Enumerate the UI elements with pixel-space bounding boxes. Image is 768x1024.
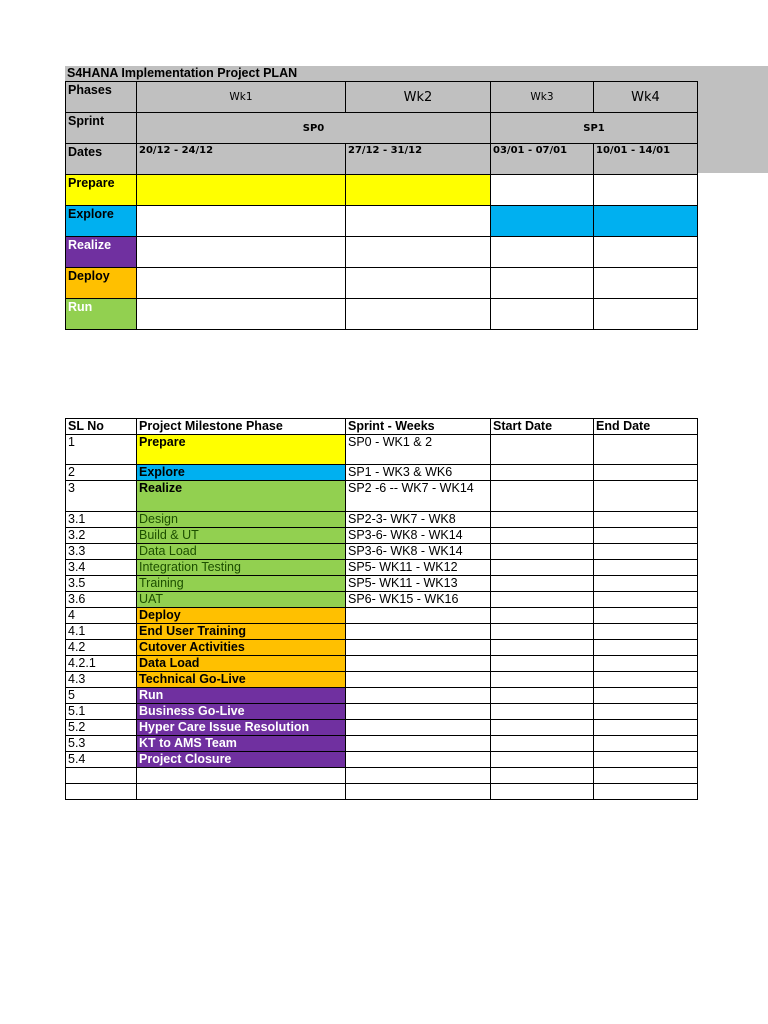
start-date-cell [491, 592, 594, 608]
column-header-sprint-weeks: Sprint - Weeks [346, 419, 491, 435]
column-header-sl-no: SL No [66, 419, 137, 435]
sl-no-cell: 5.3 [66, 736, 137, 752]
phase-label-realize: Realize [66, 237, 137, 268]
phase-label-run: Run [66, 299, 137, 330]
milestone-phase-cell: KT to AMS Team [137, 736, 346, 752]
column-header-end-date: End Date [594, 419, 698, 435]
sprint-weeks-cell [346, 672, 491, 688]
plan-row-dates [66, 144, 698, 175]
sprint-weeks-cell [346, 704, 491, 720]
sl-no-cell: 3.1 [66, 512, 137, 528]
gantt-cell-explore-wk4 [594, 206, 698, 237]
sl-no-cell: 2 [66, 465, 137, 481]
end-date-cell [594, 704, 698, 720]
table-row [66, 528, 698, 544]
end-date-cell [594, 528, 698, 544]
sprint-weeks-cell [346, 720, 491, 736]
gantt-cell-realize-wk3 [491, 237, 594, 268]
end-date-cell [594, 512, 698, 528]
table-row [66, 465, 698, 481]
milestone-phase-cell: Prepare [137, 435, 346, 465]
milestone-phase-cell: Build & UT [137, 528, 346, 544]
table-row [66, 688, 698, 704]
start-date-cell [491, 752, 594, 768]
end-date-cell [594, 576, 698, 592]
date-range-4: 10/01 - 14/01 [594, 144, 698, 175]
end-date-cell [594, 640, 698, 656]
gantt-cell-prepare-wk2 [346, 175, 491, 206]
row-label-dates: Dates [66, 144, 137, 175]
table-row [66, 704, 698, 720]
sprint-weeks-cell [346, 784, 491, 800]
milestone-phase-cell: End User Training [137, 624, 346, 640]
plan-row-phases [66, 82, 698, 113]
sl-no-cell [66, 784, 137, 800]
table-row [66, 736, 698, 752]
table-row [66, 608, 698, 624]
start-date-cell [491, 512, 594, 528]
gantt-cell-run-wk4 [594, 299, 698, 330]
milestone-header-row [66, 419, 698, 435]
row-label-phases: Phases [66, 82, 137, 113]
milestone-phase-cell: Training [137, 576, 346, 592]
sl-no-cell: 4.2 [66, 640, 137, 656]
start-date-cell [491, 544, 594, 560]
start-date-cell [491, 656, 594, 672]
sprint-header-sp1: SP1 [491, 113, 698, 144]
sl-no-cell: 3.4 [66, 560, 137, 576]
plan-row-sprint [66, 113, 698, 144]
sl-no-cell: 3.3 [66, 544, 137, 560]
table-row [66, 435, 698, 465]
start-date-cell [491, 784, 594, 800]
end-date-cell [594, 720, 698, 736]
end-date-cell [594, 624, 698, 640]
column-header-phase: Project Milestone Phase [137, 419, 346, 435]
column-header-start-date: Start Date [491, 419, 594, 435]
project-plan-grid [65, 81, 698, 330]
milestone-phase-cell: UAT [137, 592, 346, 608]
start-date-cell [491, 576, 594, 592]
table-row [66, 512, 698, 528]
milestone-table [65, 418, 698, 800]
milestone-phase-cell: Data Load [137, 544, 346, 560]
start-date-cell [491, 560, 594, 576]
end-date-cell [594, 688, 698, 704]
gantt-cell-run-wk2 [346, 299, 491, 330]
table-row [66, 544, 698, 560]
table-row [66, 640, 698, 656]
sl-no-cell: 4.1 [66, 624, 137, 640]
milestone-phase-cell: Design [137, 512, 346, 528]
milestone-phase-cell [137, 784, 346, 800]
gantt-cell-explore-wk2 [346, 206, 491, 237]
week-header-1: Wk1 [137, 82, 346, 113]
table-row [66, 481, 698, 512]
end-date-cell [594, 592, 698, 608]
table-row [66, 624, 698, 640]
gantt-cell-realize-wk1 [137, 237, 346, 268]
sl-no-cell: 3.6 [66, 592, 137, 608]
table-row [66, 656, 698, 672]
week-header-4: Wk4 [594, 82, 698, 113]
plan-row-explore [66, 206, 698, 237]
sprint-weeks-cell [346, 768, 491, 784]
date-range-3: 03/01 - 07/01 [491, 144, 594, 175]
gantt-cell-deploy-wk4 [594, 268, 698, 299]
milestone-phase-cell: Realize [137, 481, 346, 512]
milestone-phase-cell: Cutover Activities [137, 640, 346, 656]
start-date-cell [491, 640, 594, 656]
sl-no-cell: 5.4 [66, 752, 137, 768]
sl-no-cell: 3.2 [66, 528, 137, 544]
start-date-cell [491, 736, 594, 752]
sprint-weeks-cell [346, 752, 491, 768]
end-date-cell [594, 752, 698, 768]
gantt-cell-run-wk3 [491, 299, 594, 330]
sl-no-cell: 4.3 [66, 672, 137, 688]
gantt-cell-run-wk1 [137, 299, 346, 330]
gantt-cell-prepare-wk3 [491, 175, 594, 206]
milestone-phase-cell: Run [137, 688, 346, 704]
plan-row-run [66, 299, 698, 330]
table-row [66, 720, 698, 736]
start-date-cell [491, 768, 594, 784]
start-date-cell [491, 435, 594, 465]
gantt-cell-realize-wk2 [346, 237, 491, 268]
sprint-weeks-cell: SP2 -6 -- WK7 - WK14 [346, 481, 491, 512]
sprint-weeks-cell: SP5- WK11 - WK12 [346, 560, 491, 576]
gantt-cell-deploy-wk2 [346, 268, 491, 299]
gantt-cell-prepare-wk1 [137, 175, 346, 206]
sl-no-cell: 3.5 [66, 576, 137, 592]
end-date-cell [594, 481, 698, 512]
milestone-phase-cell: Technical Go-Live [137, 672, 346, 688]
sprint-weeks-cell: SP6- WK15 - WK16 [346, 592, 491, 608]
sl-no-cell: 4.2.1 [66, 656, 137, 672]
gantt-cell-prepare-wk4 [594, 175, 698, 206]
milestone-phase-cell: Deploy [137, 608, 346, 624]
phase-label-explore: Explore [66, 206, 137, 237]
sl-no-cell: 3 [66, 481, 137, 512]
sprint-weeks-cell [346, 736, 491, 752]
end-date-cell [594, 784, 698, 800]
table-row [66, 784, 698, 800]
end-date-cell [594, 544, 698, 560]
sprint-header-sp0: SP0 [137, 113, 491, 144]
sprint-weeks-cell [346, 624, 491, 640]
end-date-cell [594, 560, 698, 576]
sprint-weeks-cell: SP3-6- WK8 - WK14 [346, 528, 491, 544]
table-row [66, 592, 698, 608]
table-row [66, 560, 698, 576]
sprint-weeks-cell [346, 656, 491, 672]
sl-no-cell: 5.2 [66, 720, 137, 736]
gantt-cell-explore-wk3 [491, 206, 594, 237]
plan-row-prepare [66, 175, 698, 206]
sl-no-cell [66, 768, 137, 784]
sl-no-cell: 4 [66, 608, 137, 624]
start-date-cell [491, 720, 594, 736]
milestone-phase-cell: Explore [137, 465, 346, 481]
end-date-cell [594, 736, 698, 752]
plan-row-deploy [66, 268, 698, 299]
table-row [66, 768, 698, 784]
end-date-cell [594, 465, 698, 481]
milestone-phase-cell: Hyper Care Issue Resolution [137, 720, 346, 736]
start-date-cell [491, 608, 594, 624]
gantt-cell-explore-wk1 [137, 206, 346, 237]
milestone-phase-cell: Project Closure [137, 752, 346, 768]
phase-label-prepare: Prepare [66, 175, 137, 206]
end-date-cell [594, 435, 698, 465]
sprint-weeks-cell: SP3-6- WK8 - WK14 [346, 544, 491, 560]
start-date-cell [491, 624, 594, 640]
sl-no-cell: 5.1 [66, 704, 137, 720]
end-date-cell [594, 608, 698, 624]
start-date-cell [491, 704, 594, 720]
start-date-cell [491, 688, 594, 704]
gantt-cell-deploy-wk3 [491, 268, 594, 299]
end-date-cell [594, 768, 698, 784]
week-header-2: Wk2 [346, 82, 491, 113]
phase-label-deploy: Deploy [66, 268, 137, 299]
sprint-weeks-cell: SP2-3- WK7 - WK8 [346, 512, 491, 528]
start-date-cell [491, 672, 594, 688]
table-row [66, 752, 698, 768]
date-range-2: 27/12 - 31/12 [346, 144, 491, 175]
milestone-phase-cell: Business Go-Live [137, 704, 346, 720]
start-date-cell [491, 465, 594, 481]
sl-no-cell: 5 [66, 688, 137, 704]
start-date-cell [491, 481, 594, 512]
sprint-weeks-cell [346, 640, 491, 656]
sprint-weeks-cell [346, 688, 491, 704]
plan-row-realize [66, 237, 698, 268]
sprint-weeks-cell: SP0 - WK1 & 2 [346, 435, 491, 465]
end-date-cell [594, 672, 698, 688]
gantt-cell-realize-wk4 [594, 237, 698, 268]
milestone-phase-cell: Integration Testing [137, 560, 346, 576]
sprint-weeks-cell [346, 608, 491, 624]
milestone-phase-cell [137, 768, 346, 784]
milestone-phase-cell: Data Load [137, 656, 346, 672]
table-row [66, 576, 698, 592]
table-row [66, 672, 698, 688]
sprint-weeks-cell: SP5- WK11 - WK13 [346, 576, 491, 592]
sl-no-cell: 1 [66, 435, 137, 465]
plan-title: S4HANA Implementation Project PLAN [67, 66, 298, 80]
date-range-1: 20/12 - 24/12 [137, 144, 346, 175]
sprint-weeks-cell: SP1 - WK3 & WK6 [346, 465, 491, 481]
week-header-3: Wk3 [491, 82, 594, 113]
end-date-cell [594, 656, 698, 672]
row-label-sprint: Sprint [66, 113, 137, 144]
start-date-cell [491, 528, 594, 544]
gantt-cell-deploy-wk1 [137, 268, 346, 299]
